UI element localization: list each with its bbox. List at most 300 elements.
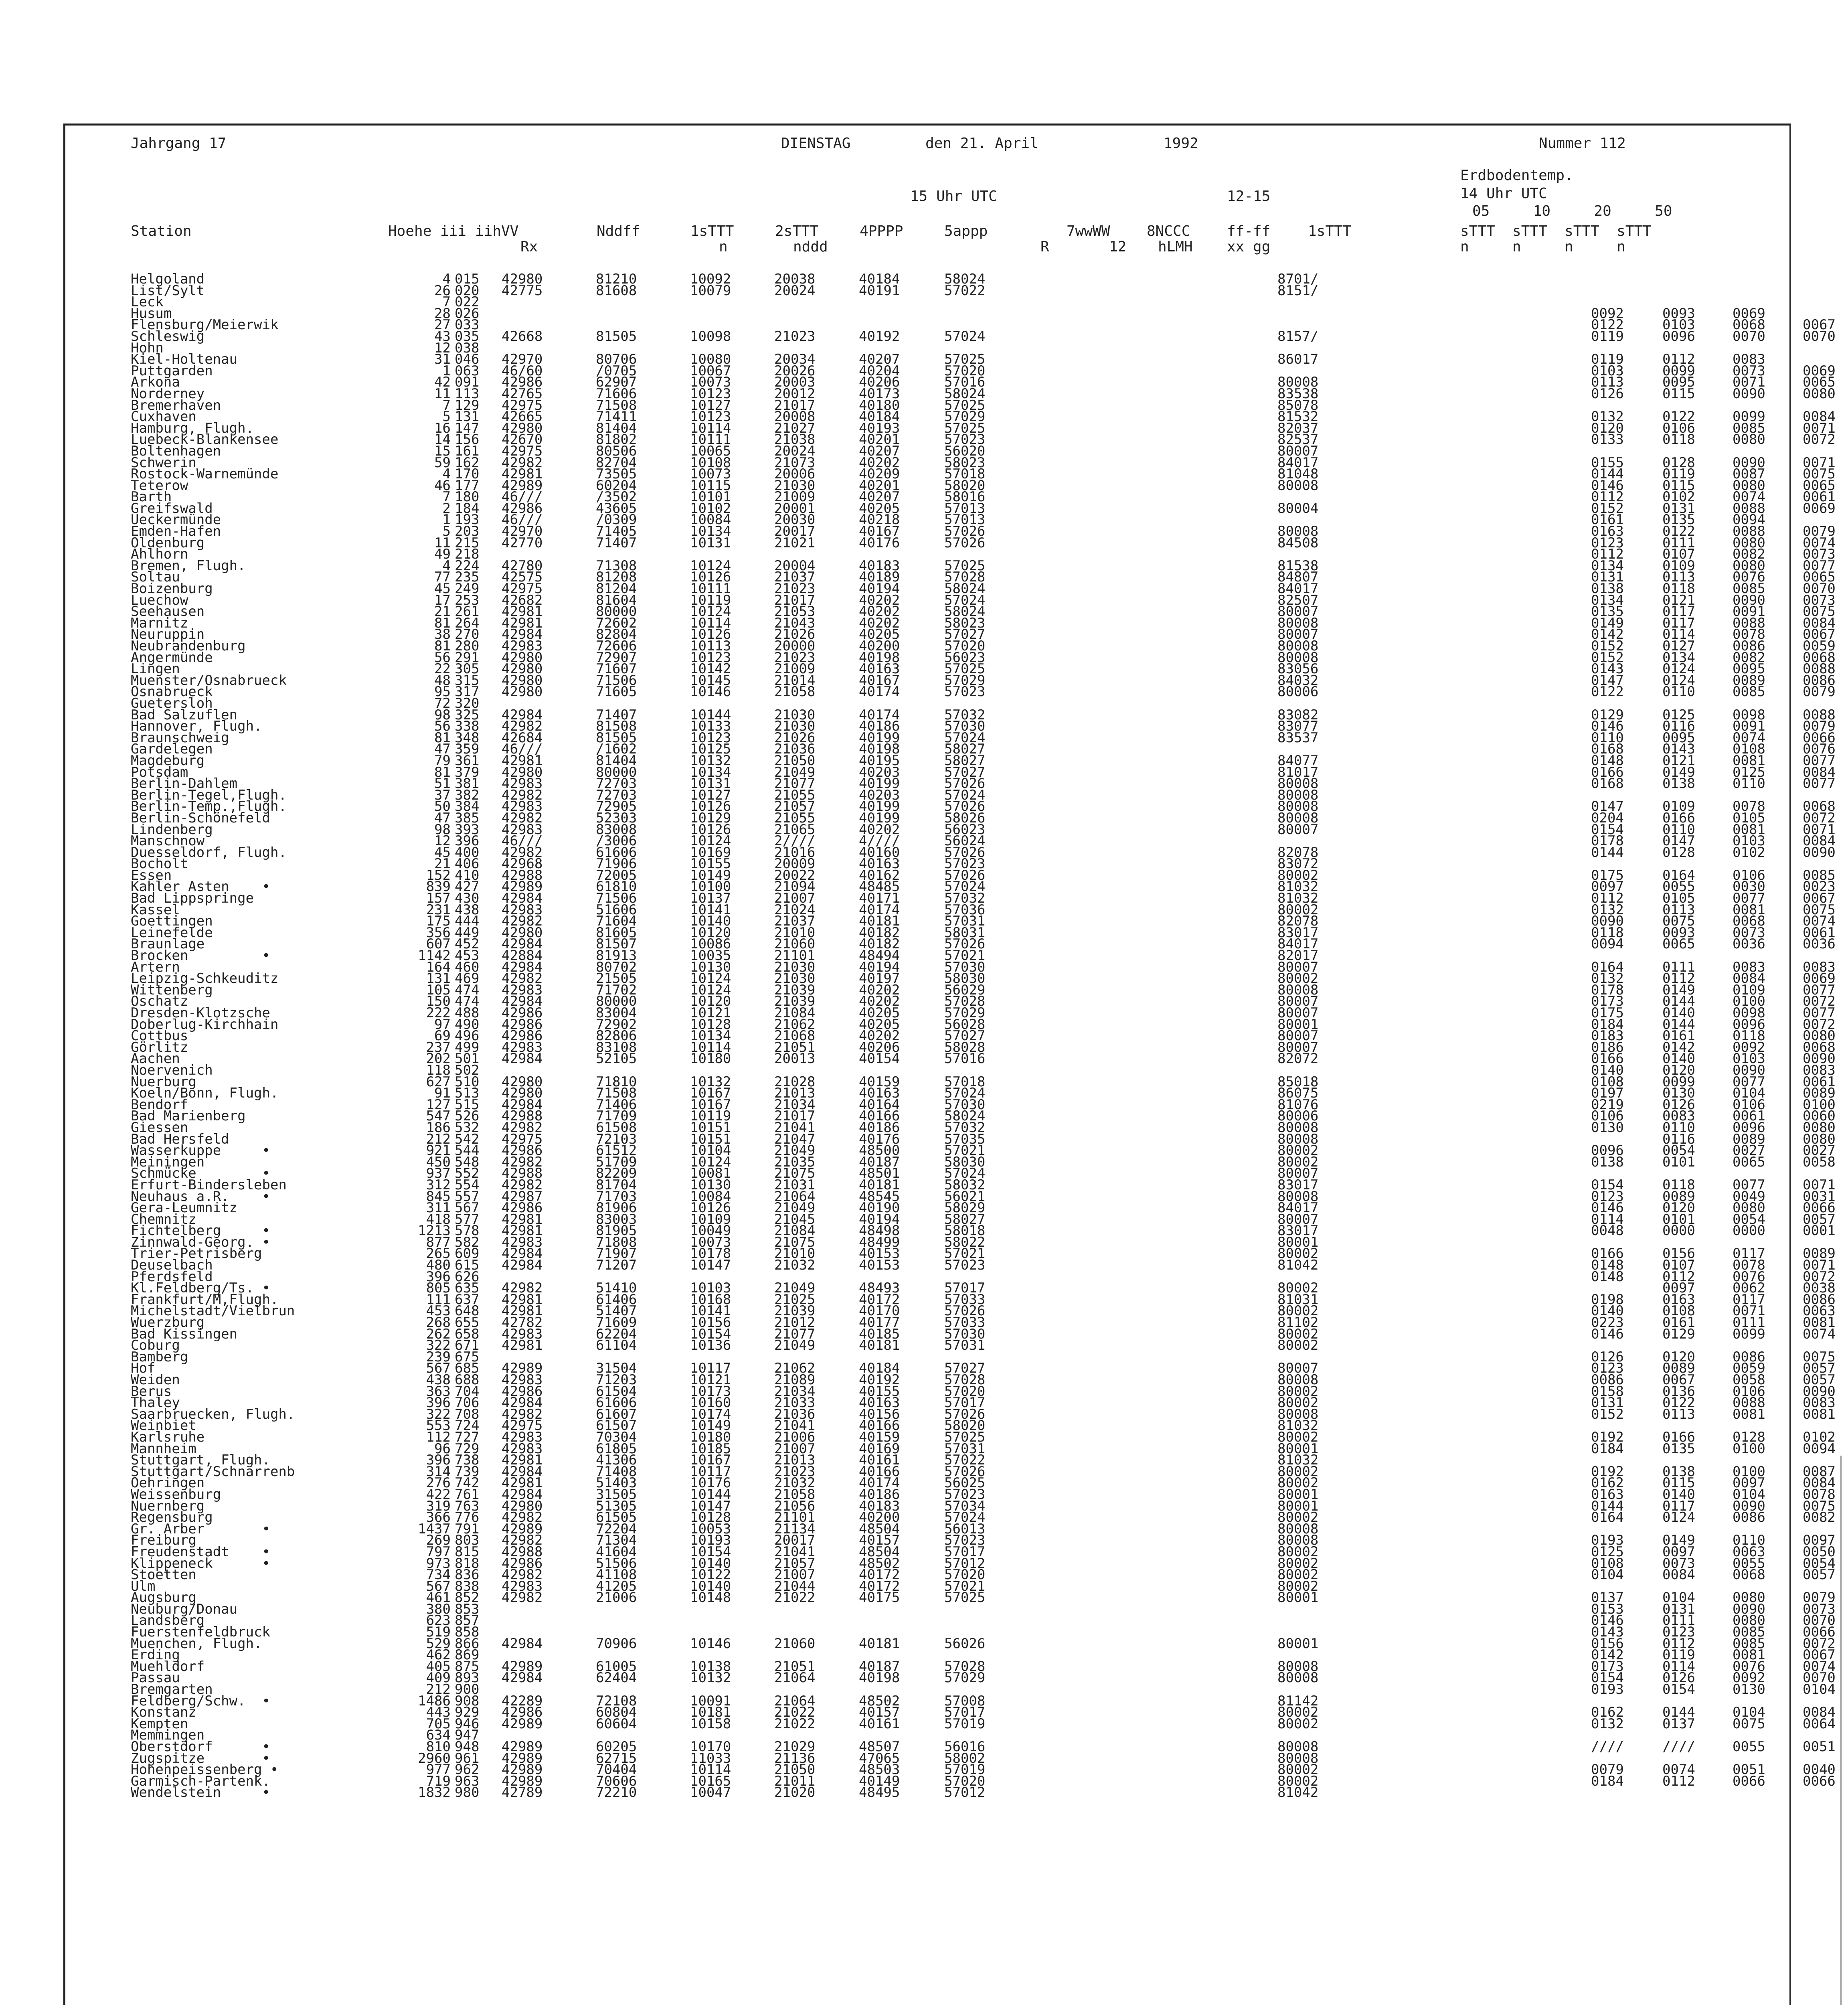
station-height: 21 xyxy=(434,604,451,620)
tendency-group: 57024 xyxy=(944,1509,986,1526)
dewpoint-group: 21051 xyxy=(774,1039,816,1055)
nddff-group: 61507 xyxy=(596,1418,637,1434)
soil-temp-50: 0068 xyxy=(1803,649,1836,666)
pressure-group: 40197 xyxy=(859,970,900,987)
tendency-group: 56023 xyxy=(944,649,986,666)
tendency-group: 57025 xyxy=(944,397,986,413)
pressure-group: 48493 xyxy=(859,1280,900,1296)
soil-temp-5: 0147 xyxy=(1591,672,1624,689)
cloud-group: 80001 xyxy=(1277,1016,1319,1033)
dewpoint-group: 21057 xyxy=(774,798,816,815)
nddff-group: 21006 xyxy=(596,1590,637,1606)
temp-group: 10124 xyxy=(690,604,731,620)
station-height: 4 xyxy=(442,271,451,287)
soil-temp-50: 0070 xyxy=(1803,328,1836,344)
dewpoint-group: 2//// xyxy=(774,833,816,849)
pressure-group: 40163 xyxy=(859,856,900,872)
cloud-group: 81031 xyxy=(1277,1291,1319,1308)
soil-temp-5: 0131 xyxy=(1591,569,1624,585)
station-name: Neuruppin xyxy=(131,626,205,643)
dewpoint-group: 21075 xyxy=(774,1234,816,1250)
soil-temp-10: 0115 xyxy=(1662,385,1695,402)
soil-temp-10: 0113 xyxy=(1662,569,1695,585)
station-id: 637 xyxy=(455,1291,480,1308)
station-height: 356 xyxy=(426,924,451,941)
dewpoint-group: 21060 xyxy=(774,936,816,952)
soil-temp-10: 0144 xyxy=(1662,1704,1695,1721)
pressure-group: 40201 xyxy=(859,477,900,494)
soil-temp-20: 0080 xyxy=(1733,1590,1765,1606)
station-height: 46 xyxy=(434,477,451,494)
station-height: 56 xyxy=(434,649,451,666)
dewpoint-group: 21094 xyxy=(774,879,816,895)
tendency-group: 57032 xyxy=(944,1119,986,1136)
pressure-group: 40195 xyxy=(859,752,900,769)
station-id: 249 xyxy=(455,581,480,597)
iihvv-group: 42984 xyxy=(502,1246,543,1262)
soil-temp-50: 0075 xyxy=(1803,1349,1836,1365)
soil-temp-50: 0064 xyxy=(1803,1715,1836,1732)
pressure-group: 40198 xyxy=(859,1670,900,1686)
iihvv-group: 42980 xyxy=(502,649,543,666)
tendency-group: 57025 xyxy=(944,351,986,368)
pressure-group: 40167 xyxy=(859,523,900,540)
pressure-group: 40174 xyxy=(859,1475,900,1491)
soil-temp-50: 0072 xyxy=(1803,1635,1836,1652)
iihvv-group: 46/// xyxy=(502,489,543,505)
soil-temp-5: 0112 xyxy=(1591,489,1624,505)
soil-temp-5: 0094 xyxy=(1591,936,1624,952)
station-id: 129 xyxy=(455,397,480,413)
iihvv-group: 42980 xyxy=(502,924,543,941)
soil-temp-20: 0095 xyxy=(1733,661,1765,677)
station-height: 202 xyxy=(426,1051,451,1067)
station-name: Ahlhorn xyxy=(131,546,188,563)
nddff-group: 81508 xyxy=(596,718,637,735)
pressure-group: 40172 xyxy=(859,1578,900,1594)
station-height: 239 xyxy=(426,1349,451,1365)
station-height: 529 xyxy=(426,1635,451,1652)
iihvv-group: 42984 xyxy=(502,1051,543,1067)
soil-temp-5: 0193 xyxy=(1591,1532,1624,1549)
station-height: 438 xyxy=(426,1372,451,1388)
iihvv-group: 42984 xyxy=(502,1670,543,1686)
station-name: Landsberg xyxy=(131,1612,205,1629)
cloud-group: 83017 xyxy=(1277,924,1319,941)
temp-group: 10154 xyxy=(690,1543,731,1560)
tendency-group: 57022 xyxy=(944,1452,986,1468)
station-height: 7 xyxy=(442,489,451,505)
station-height: 396 xyxy=(426,1395,451,1411)
station-height: 42 xyxy=(434,374,451,391)
soil-temp-20: 0055 xyxy=(1733,1739,1765,1755)
nddff-group: 60205 xyxy=(596,1739,637,1755)
station-name: Berlin-Temp.,Flugh. xyxy=(131,798,287,815)
tendency-group: 57021 xyxy=(944,948,986,964)
station-height: 150 xyxy=(426,993,451,1010)
station-height: 311 xyxy=(426,1200,451,1216)
iihvv-group: 42982 xyxy=(502,1509,543,1526)
soil-temp-10: 0124 xyxy=(1662,661,1695,677)
station-name: Saarbruecken, Flugh. xyxy=(131,1406,295,1422)
station-id: 706 xyxy=(455,1395,480,1411)
dewpoint-group: 21038 xyxy=(774,431,816,448)
tendency-group: 57026 xyxy=(944,523,986,540)
station-id: 582 xyxy=(455,1234,480,1250)
soil-temp-20: 0078 xyxy=(1733,798,1765,815)
cloud-group: 82037 xyxy=(1277,420,1319,436)
station-id: 502 xyxy=(455,1062,480,1078)
station-height: 4 xyxy=(442,466,451,482)
pressure-group: 40157 xyxy=(859,1704,900,1721)
iihvv-group: 42982 xyxy=(502,1177,543,1193)
station-id: 655 xyxy=(455,1314,480,1331)
pressure-group: 40200 xyxy=(859,638,900,654)
station-name: Zinnwald-Georg. • xyxy=(131,1234,270,1250)
soil-temp-50: 0073 xyxy=(1803,546,1836,563)
nddff-group: 62404 xyxy=(596,1670,637,1686)
soil-temp-10: 0127 xyxy=(1662,638,1695,654)
cloud-group: 80007 xyxy=(1277,1028,1319,1044)
pressure-group: 40172 xyxy=(859,1567,900,1583)
station-id: 685 xyxy=(455,1360,480,1377)
soil-temp-50: 0065 xyxy=(1803,477,1836,494)
soil-temp-20: 0027 xyxy=(1733,1142,1765,1159)
soil-temp-5: 0144 xyxy=(1591,844,1624,861)
iihvv-group: 42986 xyxy=(502,500,543,516)
station-height: 607 xyxy=(426,936,451,952)
soil-temp-20: 0092 xyxy=(1733,1670,1765,1686)
erdboden-time: 14 Uhr UTC xyxy=(1460,185,1547,202)
tendency-group: 57017 xyxy=(944,1543,986,1560)
dewpoint-group: 21073 xyxy=(774,454,816,471)
station-name: Kassel xyxy=(131,901,180,918)
soil-temp-50: 0027 xyxy=(1803,1142,1836,1159)
station-name: Stoetten xyxy=(131,1567,196,1583)
soil-temp-5: 0166 xyxy=(1591,764,1624,780)
station-height: 69 xyxy=(434,1028,451,1044)
cloud-group: 80006 xyxy=(1277,684,1319,700)
station-height: 14 xyxy=(434,431,451,448)
soil-temp-20: 0080 xyxy=(1733,1200,1765,1216)
pressure-group: 40200 xyxy=(859,1509,900,1526)
cloud-group: 80007 xyxy=(1277,1005,1319,1021)
pressure-group: 40202 xyxy=(859,1028,900,1044)
cloud-group: 80008 xyxy=(1277,1406,1319,1422)
nddff-group: 41108 xyxy=(596,1567,637,1583)
iihvv-group: 42989 xyxy=(502,1750,543,1766)
dewpoint-group: 21041 xyxy=(774,1119,816,1136)
soil-temp-20: 0110 xyxy=(1733,1532,1765,1549)
station-name: Neuburg/Donau xyxy=(131,1601,238,1617)
cloud-group: 8151/ xyxy=(1277,282,1319,299)
nddff-group: 62907 xyxy=(596,374,637,391)
pressure-group: 48494 xyxy=(859,948,900,964)
soil-temp-50: 0080 xyxy=(1803,1119,1836,1136)
nddff-group: 72703 xyxy=(596,776,637,792)
dewpoint-group: 20001 xyxy=(774,500,816,516)
station-name: Hohn xyxy=(131,340,164,356)
dewpoint-group: 21039 xyxy=(774,1303,816,1319)
tendency-group: 57020 xyxy=(944,363,986,379)
soil-temp-50: 0089 xyxy=(1803,1085,1836,1102)
tendency-group: 57031 xyxy=(944,913,986,930)
station-name: Leipzig-Schkeuditz xyxy=(131,970,279,987)
station-height: 322 xyxy=(426,1406,451,1422)
dewpoint-group: 21024 xyxy=(774,901,816,918)
pressure-group: 40153 xyxy=(859,1257,900,1274)
cloud-group: 80002 xyxy=(1277,1715,1319,1732)
nddff-group: 62204 xyxy=(596,1326,637,1342)
cloud-group: 80002 xyxy=(1277,1555,1319,1572)
station-height: 363 xyxy=(426,1383,451,1399)
pressure-group: 40206 xyxy=(859,1039,900,1055)
nddff-group: 72905 xyxy=(596,798,637,815)
soil-temp-5: 0168 xyxy=(1591,741,1624,757)
nddff-group: 71607 xyxy=(596,661,637,677)
temp-group: 10117 xyxy=(690,1463,731,1480)
cloud-group: 84807 xyxy=(1277,569,1319,585)
cloud-group: 80008 xyxy=(1277,982,1319,998)
dewpoint-group: 20012 xyxy=(774,385,816,402)
soil-temp-10: 0000 xyxy=(1662,1223,1695,1239)
pressure-group: 40201 xyxy=(859,431,900,448)
pressure-group: 40163 xyxy=(859,1395,900,1411)
temp-group: 10121 xyxy=(690,1372,731,1388)
nddff-group: 81905 xyxy=(596,1223,637,1239)
pressure-group: 40161 xyxy=(859,1452,900,1468)
dewpoint-group: 21053 xyxy=(774,604,816,620)
station-height: 265 xyxy=(426,1246,451,1262)
tendency-group: 57020 xyxy=(944,638,986,654)
station-name: Oehringen xyxy=(131,1475,205,1491)
station-id: 853 xyxy=(455,1601,480,1617)
soil-temp-20: 0088 xyxy=(1733,500,1765,516)
tendency-group: 57028 xyxy=(944,569,986,585)
cloud-group: 80002 xyxy=(1277,1773,1319,1789)
soil-temp-20: 0091 xyxy=(1733,604,1765,620)
soil-temp-10: 0117 xyxy=(1662,615,1695,631)
nddff-group: 61805 xyxy=(596,1440,637,1457)
soil-temp-10: 0149 xyxy=(1662,764,1695,780)
soil-temp-20: 0100 xyxy=(1733,1463,1765,1480)
temp-group: 10123 xyxy=(690,649,731,666)
nddff-group: 51506 xyxy=(596,1555,637,1572)
cloud-group: 80002 xyxy=(1277,901,1319,918)
dewpoint-group: 21037 xyxy=(774,913,816,930)
station-height: 21 xyxy=(434,856,451,872)
tendency-group: 58023 xyxy=(944,615,986,631)
station-height: 634 xyxy=(426,1727,451,1744)
nddff-group: 80000 xyxy=(596,604,637,620)
soil-temp-5: 0108 xyxy=(1591,1073,1624,1090)
iihvv-group: 42981 xyxy=(502,1291,543,1308)
temp-group: 10176 xyxy=(690,1475,731,1491)
iihvv-group: 42983 xyxy=(502,1234,543,1250)
soil-temp-20: 0051 xyxy=(1733,1762,1765,1778)
soil-temp-10: 0140 xyxy=(1662,1005,1695,1021)
iihvv-group: 42984 xyxy=(502,936,543,952)
soil-temp-10: 0089 xyxy=(1662,1188,1695,1205)
pressure-group: 40183 xyxy=(859,1498,900,1514)
tendency-group: 57026 xyxy=(944,535,986,551)
nddff-group: 80000 xyxy=(596,764,637,780)
soil-temp-20: 0081 xyxy=(1733,1406,1765,1422)
dewpoint-group: 21029 xyxy=(774,1739,816,1755)
station-id: 038 xyxy=(455,340,480,356)
soil-temp-50: 0071 xyxy=(1803,821,1836,838)
station-height: 131 xyxy=(426,970,451,987)
station-height: 319 xyxy=(426,1498,451,1514)
dewpoint-group: 20004 xyxy=(774,557,816,574)
soil-temp-50: 0001 xyxy=(1803,1223,1836,1239)
soil-temp-5: 0144 xyxy=(1591,1498,1624,1514)
dewpoint-group: 21044 xyxy=(774,1578,816,1594)
temp-group: 10134 xyxy=(690,764,731,780)
soil-temp-5: 0090 xyxy=(1591,913,1624,930)
soil-temp-10: 0122 xyxy=(1662,523,1695,540)
soil-temp-50: 0040 xyxy=(1803,1762,1836,1778)
tendency-group: 57026 xyxy=(944,936,986,952)
tendency-group: 57013 xyxy=(944,500,986,516)
temp-group: 10168 xyxy=(690,1291,731,1308)
pressure-group: 40205 xyxy=(859,500,900,516)
soil-temp-5: 0168 xyxy=(1591,776,1624,792)
cloud-group: 81032 xyxy=(1277,1452,1319,1468)
station-id: 532 xyxy=(455,1119,480,1136)
station-id: 384 xyxy=(455,798,480,815)
station-name: Goettingen xyxy=(131,913,213,930)
station-name: Garmisch-Partenk. xyxy=(131,1773,270,1789)
soil-temp-5: 0166 xyxy=(1591,1051,1624,1067)
pressure-group: 40167 xyxy=(859,672,900,689)
temp-group: 10151 xyxy=(690,1131,731,1147)
tendency-group: 57013 xyxy=(944,512,986,528)
station-height: 59 xyxy=(434,454,451,471)
soil-temp-50: 0057 xyxy=(1803,1211,1836,1227)
station-name: Koeln/Bonn, Flugh. xyxy=(131,1085,279,1102)
soil-temp-5: 0134 xyxy=(1591,557,1624,574)
station-id: 688 xyxy=(455,1372,480,1388)
soil-temp-20: 0111 xyxy=(1733,1314,1765,1331)
pressure-group: 40206 xyxy=(859,374,900,391)
soil-temp-5: 0197 xyxy=(1591,1085,1624,1102)
tendency-group: 57017 xyxy=(944,1395,986,1411)
dewpoint-group: 21058 xyxy=(774,684,816,700)
pressure-group: 40161 xyxy=(859,1715,900,1732)
soil-temp-10: 0166 xyxy=(1662,810,1695,826)
cloud-group: 80008 xyxy=(1277,638,1319,654)
pressure-group: 40205 xyxy=(859,626,900,643)
dewpoint-group: 21056 xyxy=(774,1498,816,1514)
soil-temp-20: 0074 xyxy=(1733,729,1765,746)
temp-group: 10146 xyxy=(690,1635,731,1652)
station-id: 317 xyxy=(455,684,480,700)
soil-temp-10: 0128 xyxy=(1662,454,1695,471)
soil-temp-50: 0077 xyxy=(1803,752,1836,769)
soil-temp-5: 0163 xyxy=(1591,523,1624,540)
station-height: 28 xyxy=(434,305,451,322)
soil-temp-50: 0072 xyxy=(1803,993,1836,1010)
station-height: 418 xyxy=(426,1211,451,1227)
iihvv-group: 42982 xyxy=(502,1532,543,1549)
station-id: 184 xyxy=(455,500,480,516)
station-id: 177 xyxy=(455,477,480,494)
nddff-group: 61104 xyxy=(596,1337,637,1354)
iihvv-group: 42980 xyxy=(502,1498,543,1514)
col-2sttt-sub: nddd xyxy=(793,239,828,255)
station-id: 147 xyxy=(455,420,480,436)
nddff-group: 81507 xyxy=(596,936,637,952)
soil-temp-50: 0088 xyxy=(1803,707,1836,723)
station-id: 900 xyxy=(455,1681,480,1698)
soil-temp-10: 0105 xyxy=(1662,890,1695,907)
iihvv-group: 42984 xyxy=(502,1257,543,1274)
station-name: Helgoland xyxy=(131,271,205,287)
temp-group: 10141 xyxy=(690,901,731,918)
tendency-group: 57033 xyxy=(944,1314,986,1331)
iihvv-group: 42988 xyxy=(502,867,543,883)
station-id: 947 xyxy=(455,1727,480,1744)
station-height: 937 xyxy=(426,1165,451,1182)
station-height: 461 xyxy=(426,1590,451,1606)
cloud-group: 81076 xyxy=(1277,1096,1319,1113)
station-height: 56 xyxy=(434,718,451,735)
nddff-group: 82704 xyxy=(596,454,637,471)
cloud-group: 80007 xyxy=(1277,1039,1319,1055)
station-name: Kiel-Holtenau xyxy=(131,351,238,368)
station-name: Regensburg xyxy=(131,1509,213,1526)
soil-temp-10: 0104 xyxy=(1662,1590,1695,1606)
pressure-group: 48499 xyxy=(859,1234,900,1250)
soil-temp-5: 0147 xyxy=(1591,798,1624,815)
dewpoint-group: 20006 xyxy=(774,466,816,482)
cloud-group: 82537 xyxy=(1277,431,1319,448)
station-height: 105 xyxy=(426,982,451,998)
temp-group: 10180 xyxy=(690,1429,731,1445)
soil-temp-5: 0079 xyxy=(1591,1762,1624,1778)
soil-temp-20: 0084 xyxy=(1733,970,1765,987)
temp-group: 10130 xyxy=(690,1177,731,1193)
dewpoint-group: 21007 xyxy=(774,890,816,907)
soil-temp-50: 0080 xyxy=(1803,1131,1836,1147)
station-id: 552 xyxy=(455,1165,480,1182)
pressure-group: 47065 xyxy=(859,1750,900,1766)
tendency-group: 57019 xyxy=(944,1762,986,1778)
soil-temp-5: 0158 xyxy=(1591,1383,1624,1399)
cloud-group: 84017 xyxy=(1277,581,1319,597)
temp-group: 10140 xyxy=(690,1555,731,1572)
station-name: Manschnow xyxy=(131,833,205,849)
soil-temp-10: 0075 xyxy=(1662,913,1695,930)
temp-group: 10053 xyxy=(690,1521,731,1537)
soil-temp-5: 0126 xyxy=(1591,1349,1624,1365)
cloud-group: 80008 xyxy=(1277,776,1319,792)
soil-temp-50: 0069 xyxy=(1803,363,1836,379)
soil-temp-50: 0070 xyxy=(1803,581,1836,597)
nddff-group: 81208 xyxy=(596,569,637,585)
station-name: Weiden xyxy=(131,1372,180,1388)
station-name: Klippeneck • xyxy=(131,1555,270,1572)
iihvv-group: 42289 xyxy=(502,1693,543,1709)
soil-temp-20: 0075 xyxy=(1733,1715,1765,1732)
iihvv-group: 42986 xyxy=(502,1200,543,1216)
dewpoint-group: 20009 xyxy=(774,856,816,872)
tendency-group: 57026 xyxy=(944,798,986,815)
soil-temp-5: 0140 xyxy=(1591,1062,1624,1078)
dewpoint-group: 21049 xyxy=(774,1200,816,1216)
pressure-group: 48498 xyxy=(859,1223,900,1239)
